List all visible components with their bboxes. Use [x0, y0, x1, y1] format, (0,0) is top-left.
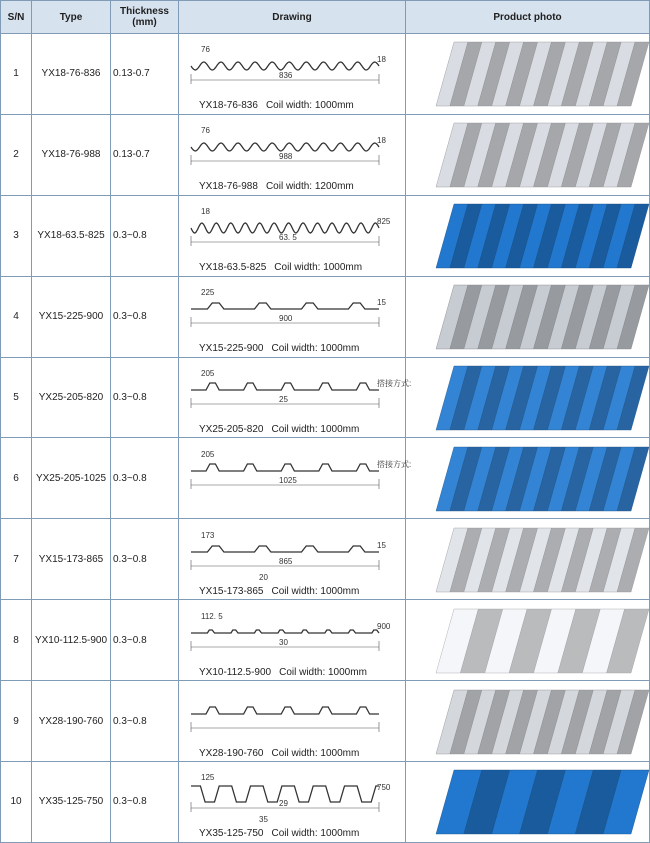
row-drawing [179, 276, 406, 357]
dimension-label: 225 [201, 288, 215, 298]
row-photo [406, 762, 650, 843]
row-drawing [179, 519, 406, 600]
dimension-label: 搭接方式: [377, 379, 412, 388]
caption-type: YX15-173-865 [199, 585, 264, 597]
dimension-label: 988 [279, 152, 293, 162]
profile-drawing [179, 762, 404, 841]
header-thickness-line2: (mm) [132, 17, 157, 28]
row-type: YX18-76-988 [32, 114, 111, 195]
row-type: YX25-205-1025 [32, 438, 111, 519]
table-row [1, 195, 650, 276]
header-row [1, 1, 650, 34]
row-sn: 6 [1, 438, 32, 519]
row-photo [406, 34, 650, 115]
header-sn: S/N [1, 1, 32, 34]
caption-type: YX15-225-900 [199, 343, 264, 355]
row-sn: 10 [1, 762, 32, 843]
row-type: YX18-76-836 [32, 34, 111, 115]
dimension-label: 18 [201, 207, 210, 217]
row-photo [406, 114, 650, 195]
row-photo [406, 519, 650, 600]
product-photo [406, 196, 648, 275]
row-photo [406, 195, 650, 276]
row-thickness: 0.3~0.8 [111, 357, 179, 438]
row-sn: 3 [1, 195, 32, 276]
roof-sheet-photo [436, 690, 649, 754]
header-thickness [111, 1, 179, 34]
product-photo [406, 601, 648, 680]
profile-drawing [179, 520, 404, 599]
row-type: YX18-63.5-825 [32, 195, 111, 276]
profile-drawing [179, 34, 404, 113]
profile-section [191, 303, 379, 309]
row-photo [406, 681, 650, 762]
row-type: YX35-125-750 [32, 762, 111, 843]
drawing-caption [199, 262, 362, 273]
row-drawing [179, 195, 406, 276]
row-thickness: 0.3~0.8 [111, 195, 179, 276]
caption-coil: Coil width: 1000mm [274, 262, 363, 274]
dimension-label: 63. 5 [279, 233, 297, 243]
profile-drawing [179, 601, 404, 680]
caption-type: YX10-112.5-900 [199, 666, 272, 678]
row-thickness: 0.3~0.8 [111, 762, 179, 843]
row-thickness: 0.3~0.8 [111, 600, 179, 681]
table-row [1, 357, 650, 438]
table-row [1, 438, 650, 519]
row-drawing [179, 34, 406, 115]
roof-sheet-photo [436, 528, 649, 592]
drawing-caption [199, 748, 359, 759]
row-sn: 8 [1, 600, 32, 681]
dimension-label: 29 [279, 799, 288, 809]
caption-coil: Coil width: 1000mm [271, 828, 360, 840]
dimension-label: 750 [377, 783, 391, 793]
profile-section [191, 383, 379, 390]
dimension-label: 76 [201, 45, 210, 55]
dimension-label: 15 [377, 298, 386, 308]
profile-drawing [179, 358, 412, 437]
row-photo [406, 438, 650, 519]
dimension-label: 76 [201, 126, 210, 136]
caption-coil: Coil width: 1000mm [279, 666, 367, 678]
product-photo [406, 34, 648, 113]
dimension-label: 30 [279, 637, 288, 647]
dimension-label: 35 [259, 815, 268, 825]
profile-section [191, 546, 379, 552]
drawing-caption [199, 343, 359, 354]
caption-type: YX25-205-820 [199, 424, 264, 435]
table-row [1, 114, 650, 195]
roof-sheet-photo [436, 285, 649, 349]
row-photo [406, 357, 650, 438]
table-row [1, 276, 650, 357]
product-photo [406, 439, 648, 518]
caption-coil: Coil width: 1000mm [265, 100, 354, 112]
roof-sheet-photo [436, 123, 649, 187]
caption-type: YX18-63.5-825 [199, 262, 267, 274]
row-thickness: 0.3~0.8 [111, 681, 179, 762]
profile-section [191, 464, 379, 471]
roof-sheet-photo [436, 42, 649, 106]
caption-type: YX28-190-760 [199, 747, 264, 759]
drawing-caption [199, 586, 359, 597]
dimension-label: 112. 5 [201, 611, 223, 621]
roof-sheet-photo [436, 609, 649, 673]
product-photo [406, 762, 648, 841]
dimension-label: 20 [259, 572, 268, 582]
profile-section [191, 707, 379, 714]
product-photo [406, 115, 648, 194]
row-drawing [179, 114, 406, 195]
row-drawing [179, 762, 406, 843]
dimension-label: 836 [279, 71, 293, 81]
drawing-caption [199, 828, 359, 839]
product-photo [406, 277, 648, 356]
profile-drawing [179, 682, 404, 761]
drawing-caption [199, 181, 354, 192]
roof-sheet-photo [436, 366, 649, 430]
product-photo [406, 682, 648, 761]
header-photo: Product photo [406, 1, 650, 34]
profile-section [191, 630, 379, 633]
caption-type: YX18-76-836 [199, 100, 258, 112]
table-row [1, 681, 650, 762]
row-thickness: 0.13-0.7 [111, 114, 179, 195]
caption-coil: Coil width: 1000mm [271, 343, 360, 355]
table-row [1, 519, 650, 600]
dimension-label: 900 [279, 314, 293, 324]
row-drawing [179, 600, 406, 681]
row-sn: 9 [1, 681, 32, 762]
dimension-label: 125 [201, 773, 215, 783]
caption-coil: Coil width: 1200mm [265, 181, 354, 193]
row-sn: 4 [1, 276, 32, 357]
caption-coil: Coil width: 1000mm [271, 585, 360, 597]
dimension-label: 18 [377, 136, 386, 146]
product-photo [406, 358, 648, 437]
caption-type: YX18-76-988 [199, 181, 258, 193]
row-type: YX10-112.5-900 [32, 600, 111, 681]
dimension-label: 865 [279, 556, 293, 566]
table-row [1, 762, 650, 843]
dimension-label: 18 [377, 55, 386, 65]
dimension-label: 173 [201, 530, 215, 540]
header-thickness-line1: Thickness [120, 6, 169, 17]
header-drawing: Drawing [179, 1, 406, 34]
row-type: YX25-205-820 [32, 357, 111, 438]
row-sn: 1 [1, 34, 32, 115]
dimension-label: 15 [377, 540, 386, 550]
dimension-label: 搭接方式: [377, 459, 412, 469]
header-type: Type [32, 1, 111, 34]
row-photo [406, 600, 650, 681]
drawing-caption [199, 424, 359, 435]
row-thickness: 0.3~0.8 [111, 438, 179, 519]
row-type: YX15-225-900 [32, 276, 111, 357]
row-drawing [179, 681, 406, 762]
row-sn: 5 [1, 357, 32, 438]
profile-section [191, 223, 379, 233]
row-thickness: 0.13-0.7 [111, 34, 179, 115]
profile-drawing [179, 277, 404, 356]
profile-drawing [179, 115, 404, 194]
row-thickness: 0.3~0.8 [111, 519, 179, 600]
profile-section [191, 62, 379, 70]
drawing-caption [199, 667, 367, 678]
row-type: YX28-190-760 [32, 681, 111, 762]
table-row [1, 600, 650, 681]
row-type: YX15-173-865 [32, 519, 111, 600]
product-photo [406, 520, 648, 599]
row-drawing [179, 357, 412, 438]
roof-sheet-photo [436, 770, 649, 834]
dimension-label: 205 [201, 369, 215, 378]
table-row [1, 34, 650, 115]
row-sn: 7 [1, 519, 32, 600]
row-drawing [179, 438, 412, 519]
row-sn: 2 [1, 114, 32, 195]
dimension-label: 900 [377, 621, 391, 631]
dimension-label: 25 [279, 395, 288, 404]
row-photo [406, 276, 650, 357]
profile-drawing [179, 439, 412, 518]
dimension-label: 205 [201, 449, 215, 459]
caption-coil: Coil width: 1000mm [271, 747, 360, 759]
dimension-label: 825 [377, 217, 391, 227]
drawing-caption [199, 100, 354, 111]
roof-sheet-photo [436, 447, 649, 511]
profile-section [191, 143, 379, 151]
caption-type: YX35-125-750 [199, 828, 264, 840]
dimension-label: 1025 [279, 475, 297, 485]
roof-sheet-photo [436, 204, 649, 268]
row-thickness: 0.3~0.8 [111, 276, 179, 357]
caption-coil: Coil width: 1000mm [271, 424, 360, 435]
profile-drawing [179, 196, 404, 275]
